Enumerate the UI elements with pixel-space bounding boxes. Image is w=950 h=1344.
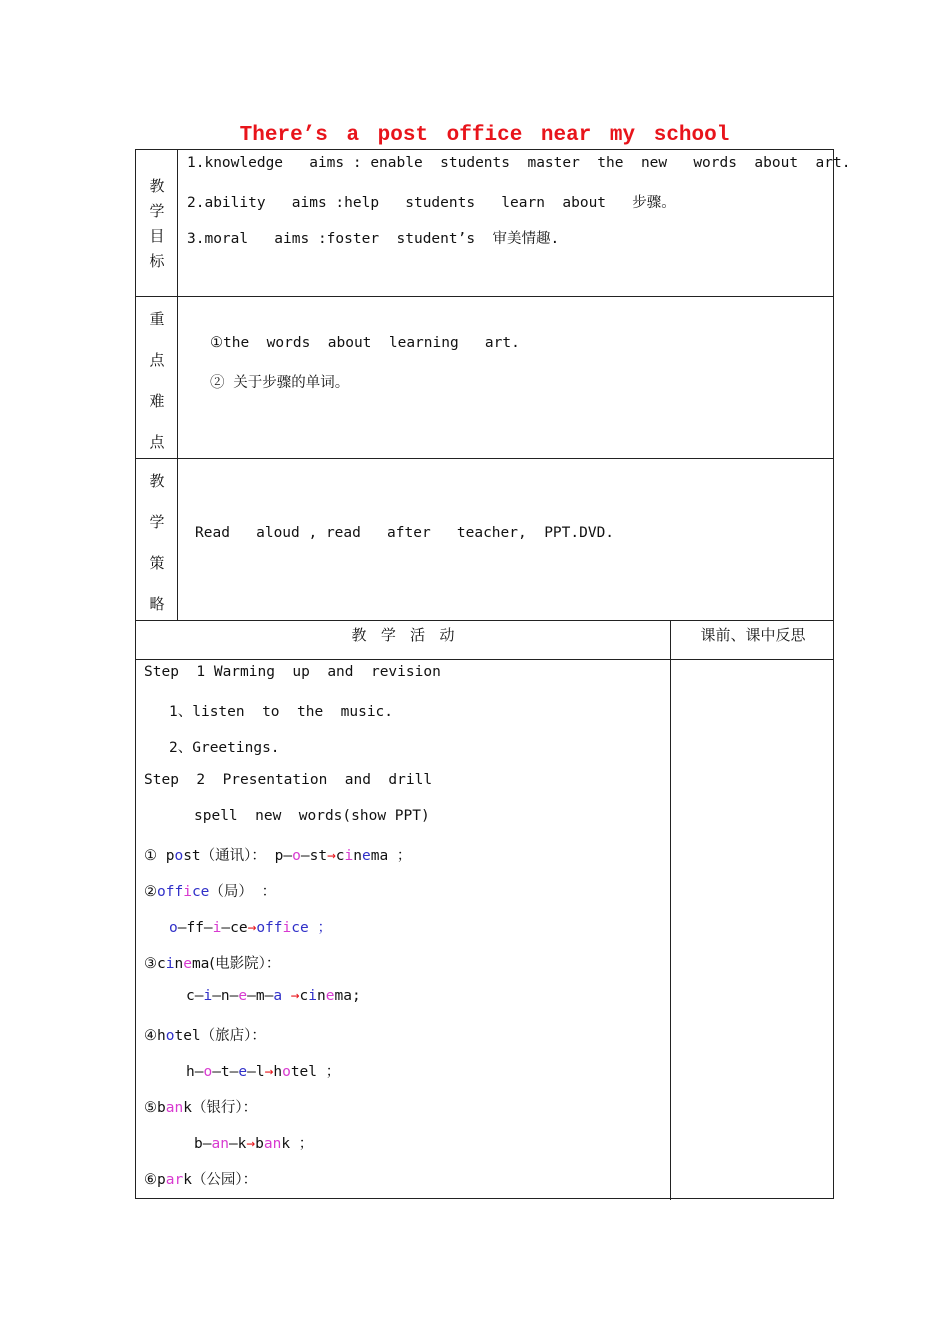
word-hotel-spelling: h—o—t—e—l→hotel ； [186, 1064, 341, 1080]
activities-header: 教 学 活 动 [351, 626, 455, 644]
row-divider [136, 659, 833, 660]
word-cinema-spelling: c—i—n—e—m—a →cinema; [186, 988, 361, 1004]
arrow-icon: → [327, 848, 336, 864]
step-1-heading: Step 1 Warming up and revision [144, 664, 441, 680]
row-divider [136, 296, 833, 297]
row-divider [136, 620, 833, 621]
key-points-label: 重 点 难 点 [149, 310, 165, 451]
word-park-line: ⑥park（公园）： [144, 1172, 258, 1188]
word-cinema-line: ③cinema(电影院）： [144, 956, 281, 972]
page-title: There’s a post office near my school [239, 124, 730, 147]
row-divider [136, 458, 833, 459]
reflection-column-divider [670, 620, 671, 1200]
arrow-icon: → [282, 988, 300, 1004]
word-bank-line: ⑤bank（银行）： [144, 1100, 258, 1116]
step-2-subheading: spell new words(show PPT) [194, 808, 430, 824]
reflection-header: 课前、课中反思 [700, 626, 806, 644]
key-point-1: ①the words about learning art. [210, 335, 520, 351]
word-bank-spelling: b—an—k→bank ； [194, 1136, 314, 1152]
key-point-2: ② 关于步骤的单词。 [210, 375, 350, 391]
arrow-icon: → [247, 920, 257, 936]
word-office-spelling: o—ff—i—ce→office ； [169, 920, 332, 936]
strategy-text: Read aloud , read after teacher, PPT.DVD. [195, 525, 615, 541]
step-1-item-2: 2、Greetings. [169, 740, 280, 756]
word-post-line: ① post（通讯）： p—o—st→cinema ； [144, 848, 412, 864]
arrow-icon: → [264, 1064, 274, 1080]
step-2-heading: Step 2 Presentation and drill [144, 772, 433, 788]
strategy-label: 教 学 策 略 [149, 472, 165, 613]
lesson-plan-table [135, 149, 851, 1199]
objective-ability: 2.ability aims :help students learn about 步骤。 [187, 195, 676, 211]
word-office-line: ②office（局） ： [144, 884, 277, 900]
step-1-item-1: 1、listen to the music. [169, 704, 394, 720]
objective-moral: 3.moral aims :foster student’s 审美情趣. [187, 231, 560, 247]
word-hotel-line: ④hotel（旅店）： [144, 1028, 266, 1044]
arrow-icon: → [246, 1136, 256, 1152]
objectives-label: 教 学 目 标 [149, 177, 165, 270]
objective-knowledge: 1.knowledge aims : enable students master the new words about art. [187, 155, 851, 171]
